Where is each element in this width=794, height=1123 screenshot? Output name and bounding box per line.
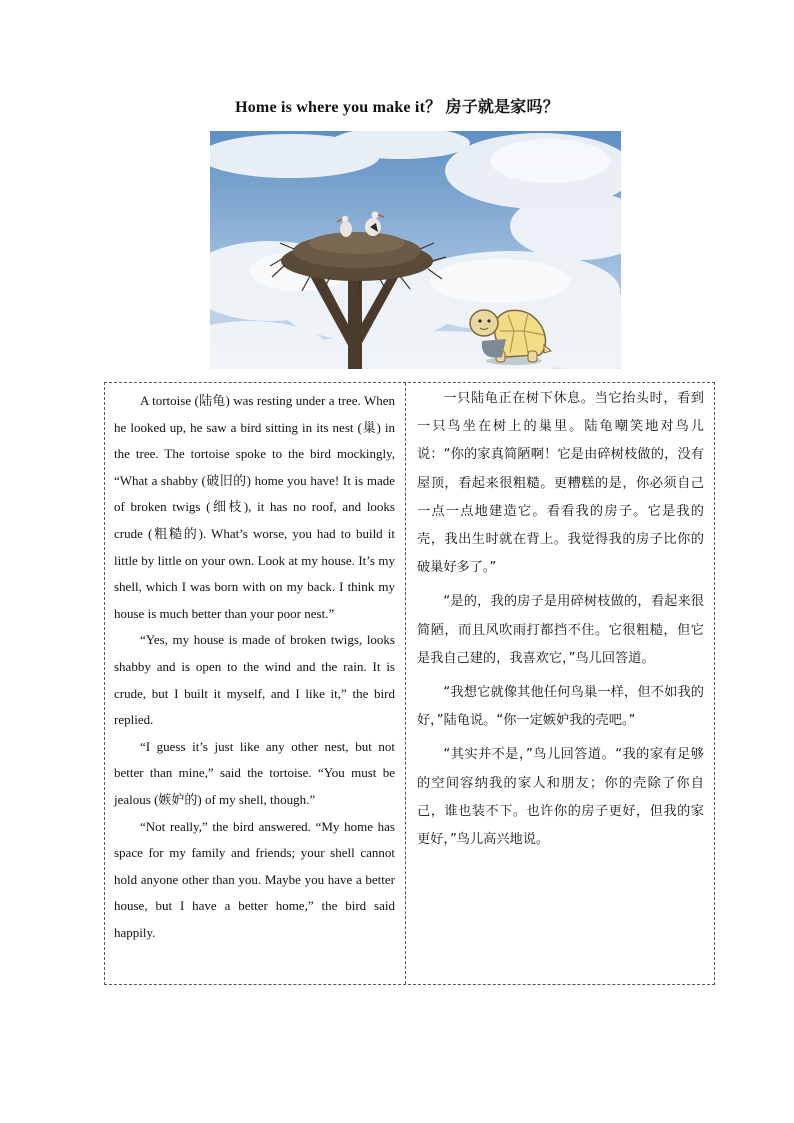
english-paragraph: A tortoise (陆龟) was resting under a tree. When he looked up, he saw a bird sitting in its nest (巢) in the tree. The tortoise spoke to the bird mockingly, “What a shabby (破旧的) home you have! It is made of broken twigs (细枝), it has no roof, and looks crude (粗糙的). What’s worse, you had to build it little by little on your own. Look at my house. It’s my shell, which I was born with on my back. I think my house is much better than your poor nest.” <box>114 393 395 621</box>
english-paragraph: “I guess it’s just like any other nest, but not better than mine,” said the tortoise. “You must be jealous (嫉妒的) of my shell, though.” <box>114 738 395 807</box>
chinese-paragraph: 一只陆龟正在树下休息。当它抬头时，看到一只鸟坐在树上的巢里。陆龟嘲笑地对鸟儿说：“你的家真简陋啊！它是由碎树枝做的，没有屋顶，看起来很粗糙。更糟糕的是，你必须自己一点一点地建造它。看看我的房子。它是我的壳，我出生时就在背上。我觉得我的房子比你的破巢好多了。” <box>417 391 704 576</box>
english-paragraph: “Not really,” the bird answered. “My home has space for my family and friends; your shell cannot hold anyone other than you. Maybe you have a better house, but I have a better home,” the bird said happily. <box>114 818 395 940</box>
chinese-column <box>406 383 714 984</box>
english-column <box>105 383 406 984</box>
chinese-paragraph: “其实并不是，”鸟儿回答道。“我的家有足够的空间容纳我的家人和朋友；你的壳除了你自己，谁也装不下。也许你的房子更好，但我的家更好，”鸟儿高兴地说。 <box>417 747 704 848</box>
chinese-paragraph: “我想它就像其他任何鸟巢一样，但不如我的好，”陆龟说。“你一定嫉妒我的壳吧。” <box>417 685 704 729</box>
english-paragraph: “Yes, my house is made of broken twigs, looks shabby and is open to the wind and the rain. It is crude, but I built it myself, and I like it,” the bird replied. <box>114 632 395 728</box>
stork-nest-photo <box>210 131 621 369</box>
chinese-paragraph: “是的，我的房子是用碎树枝做的，看起来很简陋，而且风吹雨打都挡不住。它很粗糙，但它是我自己建的，我喜欢它，”鸟儿回答道。 <box>417 594 704 666</box>
story-columns <box>104 382 715 985</box>
document-title: Home is where you make it？ 房子就是家吗？ <box>235 99 559 116</box>
